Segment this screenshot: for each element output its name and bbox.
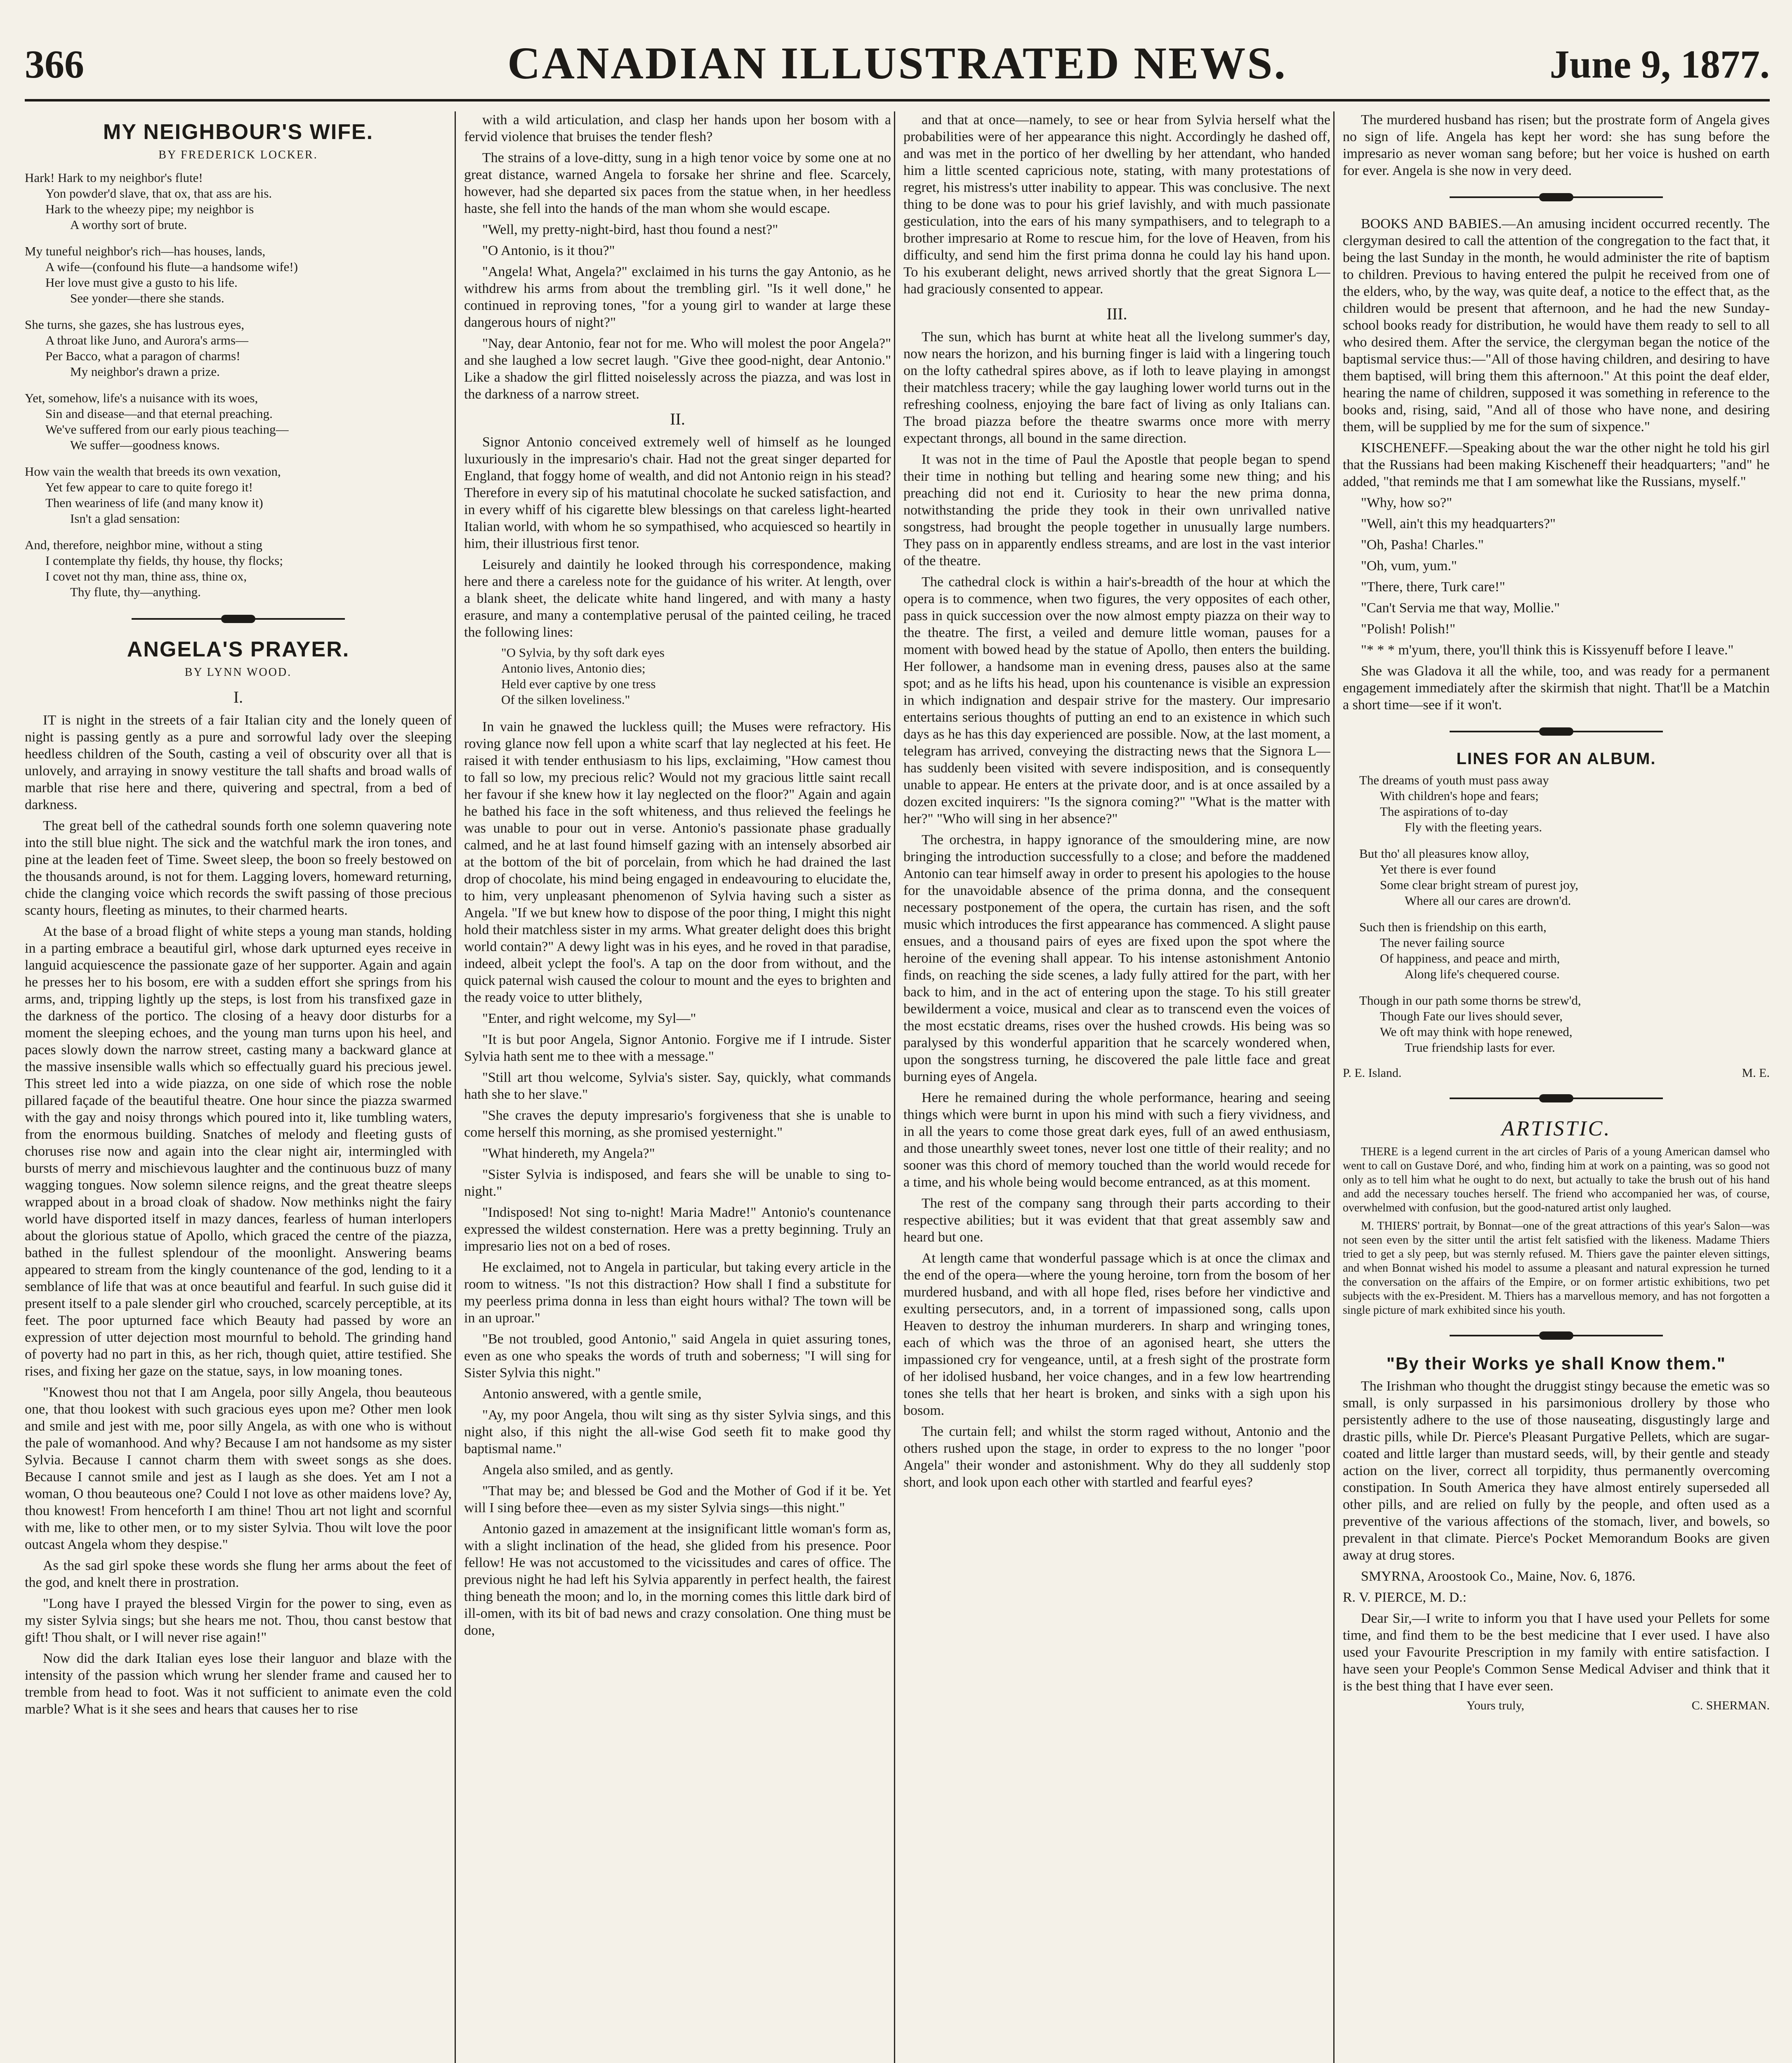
column-1: [25, 111, 452, 2063]
verse-line: She turns, she gazes, she has lustrous eyes,: [25, 317, 245, 332]
story-text: [903, 111, 1330, 297]
ornamental-divider: [1343, 189, 1770, 205]
paragraph: "Can't Servia me that way, Mollie.": [1361, 600, 1560, 616]
paragraph: Angela also smiled, and as gently.: [482, 1462, 674, 1478]
paragraph: The murdered husband has risen; but the prostrate form of Angela gives no sign of life. Angela has kept her word: she has sung before the impresario as never woman sang before; but her voice is hushed on earth for ever. Angela is she now in very deed.: [1343, 112, 1770, 178]
verse-line: A worthy sort of brute.: [70, 217, 187, 232]
paragraph: The strains of a love-ditty, sung in a high tenor voice by some one at no great distance, warned Angela to forsake her shrine and flee. Scarcely, however, had she departed six paces from the statue when, in her heedless haste, she fell into the hands of the man whom she would escape.: [464, 150, 891, 216]
paragraph: "Oh, vum, yum.": [1361, 558, 1457, 574]
paragraph: THERE is a legend current in the art circles of Paris of a young American damsel who went to call on Gustave Doré, and who, finding him at work on a painting, was so good not only as to tell him what he ought to do next, but actually to take the brush out of his hand and add the necessary touches herself. The friend who accompanied her was, of course, overwhelmed with confusion, but the good-natured artist only laughed.: [1343, 1145, 1770, 1214]
paragraph: "* * * m'yum, there, you'll think this is Kissyenuff before I leave.": [1361, 642, 1734, 658]
verse-line: See yonder—there she stands.: [70, 291, 224, 305]
verse-line: Her love must give a gusto to his life.: [45, 275, 238, 290]
paragraph: It was not in the time of Paul the Apostle that people began to spend their time in nothing but telling and hearing some new thing; and his preaching did not end it. Curiosity to hear the new prima donna, notwithstanding the pride they took in their own unrivalled native songstress, had brought the people together in unusually large numbers. They pass on in apparently endless streams, and are lost in the vast interior of the theatre.: [903, 452, 1330, 569]
paragraph: "Indisposed! Not sing to-night! Maria Madre!" Antonio's countenance expressed the wildest consternation. Here was a pretty beginning. Truly an impresario lies not on a bed of roses.: [464, 1205, 891, 1254]
stanza: [25, 170, 452, 233]
paragraph: The orchestra, in happy ignorance of the smouldering mine, are now bringing the introduction successfully to a close; and before the maddened Antonio can tear himself away in order to present his apologies to the house for the unavoidable absence of the prima donna, and the consequent necessary postponement of the opera, the curtain has risen, and the soft music which introduces the first appearance has commenced. A slight pause ensues, and a thousand pairs of eyes are fixed upon the spot where the heroine of the evening shall appear. To his intense astonishment Antonio finds, on reaching the side scenes, a lady fully attired for the part, with her back to him, and in the act of entering upon the stage. To his still greater bewilderment a voice, musical and clear as to transcend even the voices of the most ecstatic dreams, rises over the hushed crowds. His being was so paralysed by this wonderful apparition that he scarcely wondered when, upon the songstress turning, he discovered the pale little face and great burning eyes of Angela.: [903, 832, 1330, 1084]
paragraph: "Polish! Polish!": [1361, 621, 1455, 637]
paragraph: Antonio answered, with a gentle smile,: [482, 1386, 702, 1402]
paragraph: "She craves the deputy impresario's forgiveness that she is unable to come herself this morning, as she promised yesternight.": [464, 1108, 891, 1140]
story-title: ANGELA'S PRAYER.: [127, 637, 350, 661]
story-part-3: III.: [1106, 304, 1127, 323]
paragraph: "Be not troubled, good Antonio," said Angela in quiet assuring tones, even as one who speaks the words of truth and soberness; "I will sing for Sister Sylvia this night.": [464, 1331, 891, 1381]
advert-addressee: R. V. PIERCE, M. D.:: [1343, 1590, 1467, 1605]
kischeneff-item: [1343, 439, 1770, 713]
story-text: [464, 111, 891, 403]
poem-stanzas: [25, 170, 452, 600]
verse-line: Hark! Hark to my neighbor's flute!: [25, 170, 203, 185]
artistic-title: ARTISTIC.: [1501, 1117, 1611, 1140]
paragraph: "Nay, dear Antonio, fear not for me. Who will molest the poor Angela?" and she laughed a low secret laugh. "Give thee good-night, dear Antonio." Like a shadow the girl flitted noiselessly across the piazza, and was lost in the darkness of a narrow street.: [464, 336, 891, 402]
verse-line: Though in our path some thorns be strew'd,: [1359, 993, 1581, 1008]
poem-byline: BY FREDERICK LOCKER.: [158, 149, 318, 161]
story-part-2: II.: [670, 410, 685, 428]
paragraph: The cathedral clock is within a hair's-breadth of the hour at which the opera is to commence, when two figures, the very opposites of each other, pass in quick succession over the now almost empty piazza on their way to the theatre. The first, a veiled and demure little woman, pauses for a moment with bowed head by the statue of Apollo, then enters the building. Her follower, a handsome man in evening dress, pauses also at the same spot; and as he lifts his head, upon his countenance is visible an expression in which indignation and despair strive for the mastery. Our impresario entertains serious thoughts of putting an end to an existence in which such days as he has this day experienced are possible. Now, at the last moment, a telegram has arrived, conveying the distracting news that the Signora L— has suddenly been visited with severe indisposition, and is consequently unable to appear. He enters at the private door, and is at once assailed by a dozen excited inquirers: "Is the signora coming?" "What is the matter with her?" "Who will sing in her absence?": [903, 574, 1330, 826]
paragraph: "Ay, my poor Angela, thou wilt sing as thy sister Sylvia sings, and this night also, if this night the all-wise God seeth fit to make good thy baptismal name.": [464, 1407, 891, 1456]
stanza: [25, 390, 452, 453]
paragraph: Signor Antonio conceived extremely well of himself as he lounged luxuriously in the impresario's chair. Had not the great singer departed for England, that foggy home of wealth, and did not Antonio reign in his stead? Therefore in every sip of his matutinal chocolate he sucked satisfaction, and in every whiff of his cigarette blew blessings on that careless light-hearted Italian world, with whom he so sympathised, who acquiesced so heartily in him, their illustrious first tenor.: [464, 434, 891, 551]
verse-line: Sin and disease—and that eternal preaching.: [45, 406, 273, 421]
verse-line: We oft may think with hope renewed,: [1380, 1024, 1573, 1039]
antonio-verse: [464, 645, 891, 708]
paragraph: and that at once—namely, to see or hear from Sylvia herself what the probabilities were of her appearance this night. Accordingly he dashed off, and was met in the portico of her dwelling by her attendant, who handed him a little scented capricious note, stating, with many protestations of regret, his mistress's utter inability to appear. This was conclusive. The next thing to be done was to pour his grief lavishly, and with much passionate gesticulation, into the ears of his many sympathisers, and to telegraph to a brother impresario at Rome to rescue him, for the love of Heaven, from his difficulty, and send him the first prima donna he could lay his hand upon. To his exuberant delight, news arrived shortly that the great Signora L— had graciously consented to appear.: [903, 112, 1330, 297]
paragraph: with a wild articulation, and clasp her hands upon her bosom with a fervid violence that bruises the tender flesh?: [464, 112, 891, 144]
paragraph: The great bell of the cathedral sounds forth one solemn quavering note into the still blue night. The sick and the watchful mark the iron tones, and pine at the leaden feet of Time. Sweet sleep, the boon so freely bestowed on the thousands around, is not for them. Lagging lovers, homeward returning, chide the clanging voice which records the swift passing of those precious scanty hours, fleeting as minutes, to their charmed hearts.: [25, 818, 452, 918]
paragraph: The sun, which has burnt at white heat all the livelong summer's day, now nears the horizon, and his burning finger is laid with a lingering touch on the lofty cathedral spires above, as if loth to leave playing in amongst their matchless tracery; while the gay laughing lower world turns out in the refreshing coolness, enjoying the bare fact of living as only Italians can. The broad piazza before the theatre swarms once more with merry expectant throngs, all bound in the same direction.: [903, 329, 1330, 446]
poem-title: MY NEIGHBOUR'S WIFE.: [103, 120, 374, 144]
column-4: [1343, 111, 1770, 2063]
column-divider: [1333, 111, 1335, 2063]
paragraph: "Sister Sylvia is indisposed, and fears she will be unable to sing to-night.": [464, 1167, 891, 1199]
paragraph: "Why, how so?": [1361, 495, 1452, 510]
verse-line: The dreams of youth must pass away: [1359, 773, 1549, 787]
paragraph: Antonio gazed in amazement at the insignificant little woman's form as, with a slight inclination of the head, she glided from his presence. Poor fellow! He was not accustomed to the vicissitudes and cares of office. The previous night he had left his Sylvia apparently in perfect health, the fairest thing beneath the moon; and lo, in the morning comes this little dark bird of ill-omen, with its bit of bad news and crazy consolation. One thing must be done,: [464, 1521, 891, 1638]
paragraph: The rest of the company sang through their parts according to their respective abilities; but it was evident that that great assembly saw and heard but one.: [903, 1196, 1330, 1245]
verse-line: Fly with the fleeting years.: [1405, 820, 1542, 834]
verse-line: We suffer—goodness knows.: [70, 438, 220, 452]
paragraph: At length came that wonderful passage which is at once the climax and the end of the opera—where the young heroine, torn from the bosom of her murdered husband, and with all hope fled, rises before her vindictive and exulting persecutors, and, in a torrent of impassioned song, calls upon Heaven to destroy the inhuman murderers. In sharp and wringing tones, each of which was the throe of an agonised heart, she utters the impassioned cry for vengeance, until, at a fresh sight of the prostrate form of her idolised husband, her voice changes, and in a few low heartrending tones she tells that her heart is broken, and sinks with a sigh upon his bosom.: [903, 1251, 1330, 1418]
advert-dateline: SMYRNA, Aroostook Co., Maine, Nov. 6, 1876.: [1361, 1569, 1636, 1584]
paragraph: "What hindereth, my Angela?": [482, 1146, 655, 1161]
paragraph: The curtain fell; and whilst the storm raged without, Antonio and the others rushed upon the stage, in order to express to the no longer "poor Angela" their wonder and astonishment. Why do they all suddenly stop short, and look upon each other with startled and fearful eyes?: [903, 1424, 1330, 1490]
stanza: [25, 243, 452, 306]
verse-line: Of happiness, and peace and mirth,: [1380, 951, 1560, 965]
verse-line: Then weariness of life (and many know it): [45, 496, 263, 510]
verse-line: Where all our cares are drown'd.: [1405, 893, 1571, 908]
verse-line: I covet not thy man, thine ass, thine ox,: [45, 569, 247, 583]
paragraph: KISCHENEFF.—Speaking about the war the other night he told his girl that the Russians had been making Kischeneff their headquarters; "and" he added, "that reminds me that I am somewhat like the Russians, myself.": [1343, 440, 1770, 489]
paragraph: In vain he gnawed the luckless quill; the Muses were refractory. His roving glance now fell upon a white scarf that lay neglected at his feet. He raised it with tender enthusiasm to his lips, exclaiming, "How camest thou to fall so low, my precious relic? Would not my gracious little saint recall her favour if she knew how it lay neglected on the floor?" Again and again he bathed his face in the soft whiteness, and thus relieved the feelings he was unable to pour out in verse. Antonio's passionate phase gradually calmed, and he at last found himself gazing with an intensely absorbed air at the bottom of the bit of porcelain, from which he had drained the last drop of chocolate, his mind being engaged in endeavouring to elucidate the, to him, very unpleasant phenomenon of Sylvia having such a sister as Angela. "If we but knew how to dispose of the poor thing, I might this night hold their matchless sister in my arms. What greater delight does this bright world contain?" A dewy light was in his eyes, and he roved in that paradise, indeed, albeit yclept the fool's. A tap on the door from without, and the quick paternal wish caused the colour to mount and the eyes to brighten and the ready voice to utter blithely,: [464, 719, 891, 1005]
paragraph: As the sad girl spoke these words she flung her arms about the feet of the god, and knelt there in prostration.: [25, 1558, 452, 1590]
stanza: [1359, 846, 1770, 909]
verse-line: Per Bacco, what a paragon of charms!: [45, 349, 241, 363]
story-text: [464, 718, 891, 1639]
verse-line: A wife—(confound his flute—a handsome wife!): [45, 260, 298, 274]
stanza: [25, 464, 452, 526]
ornamental-divider: [1343, 1090, 1770, 1107]
verse-line: Isn't a glad sensation:: [70, 511, 180, 526]
paragraph: "Still art thou welcome, Sylvia's sister. Say, quickly, what commands hath she to her slave.": [464, 1070, 891, 1102]
advert-closing: Yours truly,: [1467, 1699, 1525, 1712]
paragraph: He exclaimed, not to Angela in particular, but taking every article in the room to witness. "Is not this distraction? How shall I find a substitute for my peerless prima donna in less than eight hours withal? The town will be in an uproar.": [464, 1260, 891, 1326]
advert-letter: Dear Sir,—I write to inform you that I have used your Pellets for some time, and find them to be the best medicine that I ever used. I have also used your Favourite Prescription in my family with entire satisfaction. I have seen your People's Common Sense Medical Adviser and think that it is the best thing that I have ever seen.: [1343, 1611, 1770, 1694]
verse-line: How vain the wealth that breeds its own vexation,: [25, 464, 281, 479]
column-2: [464, 111, 891, 2063]
verse-line: True friendship lasts for ever.: [1405, 1040, 1555, 1055]
advert-body: The Irishman who thought the druggist stingy because the emetic was so small, is only surpassed in his parsimonious drollery by those who persistently adhere to the use of those nauseating, disgustingly large and drastic pills, while Dr. Pierce's Pleasant Purgative Pellets, which are sugar-coated and little larger than mustard seeds, will, by their gentle and steady action on the liver, correct all torpidity, thus permanently overcoming constipation. In South America they have almost entirely superseded all other pills, and are relied on fully by the people, and often used as a preventive of the various affections of the stomach, liver, and bowels, so prevalent in that climate. Pierce's Pocket Memorandum Books are given away at drug stores.: [1343, 1378, 1770, 1563]
paragraph: "Well, ain't this my headquarters?": [1361, 516, 1556, 531]
verse-line: Some clear bright stream of purest joy,: [1380, 878, 1578, 892]
paragraph: She was Gladova it all the while, too, and was ready for a permanent engagement immediately after the skirmish that night. That'll be a Matchin a short time—see if it won't.: [1343, 663, 1770, 713]
page-number: 366: [25, 42, 84, 86]
paragraph: "Oh, Pasha! Charles.": [1361, 537, 1484, 552]
paragraph: "O Antonio, is it thou?": [482, 243, 615, 258]
album-stanzas: [1343, 772, 1770, 1055]
album-initials: M. E.: [1742, 1066, 1770, 1080]
column-divider: [455, 111, 456, 2063]
stanza: [1359, 772, 1770, 835]
verse-line: Hark to the wheezy pipe; my neighbor is: [45, 202, 254, 216]
masthead-rule: [25, 99, 1770, 101]
ornamental-divider: [1343, 723, 1770, 740]
verse-line: Held ever captive by one tress: [501, 677, 656, 691]
story-part-1: I.: [233, 688, 243, 706]
story-text: [1343, 111, 1770, 179]
paragraph: "It is but poor Angela, Signor Antonio. Forgive me if I intrude. Sister Sylvia hath sent me to thee with a message.": [464, 1032, 891, 1064]
verse-line: The never failing source: [1380, 935, 1505, 950]
verse-line: I contemplate thy fields, thy house, thy flocks;: [45, 553, 283, 568]
newspaper-title: CANADIAN ILLUSTRATED NEWS.: [507, 38, 1287, 88]
stanza: [1359, 993, 1770, 1055]
paragraph: Here he remained during the whole performance, hearing and seeing things which were burnt in upon his mind with such a fiery vividness, and in all the years to come those great dark eyes, full of an awed enthusiasm, and those unearthly sweet tones, never lost one tittle of their reality; and no sooner was this chord of memory touched than the world would recede for a time, and his whole being would become entranced, as at this moment.: [903, 1090, 1330, 1190]
ornamental-divider: [25, 611, 452, 627]
paragraph: Now did the dark Italian eyes lose their languor and blaze with the intensity of the passion which wrung her slender frame and caused her to tremble from head to foot. Was it not sufficient to animate even the cold marble? What is it she sees and hears that causes her to rise: [25, 1651, 452, 1717]
artistic-text: [1343, 1145, 1770, 1317]
ornamental-divider: [1343, 1327, 1770, 1344]
verse-line: Of the silken loveliness.": [501, 692, 630, 707]
verse-line: Though Fate our lives should sever,: [1380, 1009, 1563, 1023]
paragraph: "Enter, and right welcome, my Syl—": [482, 1011, 696, 1026]
stanza: [25, 537, 452, 600]
verse-line: With children's hope and fears;: [1380, 788, 1539, 803]
paragraph: "Well, my pretty-night-bird, hast thou found a nest?": [482, 222, 778, 237]
paragraph: "Angela! What, Angela?" exclaimed in his turns the gay Antonio, as he withdrew his arms from about the trembling girl. "Is it well done," he continued in reproving tones, "for a young girl to wander at large these dangerous hours of night?": [464, 264, 891, 330]
verse-line: Yet there is ever found: [1380, 862, 1496, 876]
verse-line: Such then is friendship on this earth,: [1359, 920, 1547, 934]
verse-line: Along life's chequered course.: [1405, 967, 1560, 981]
paragraph: "There, there, Turk care!": [1361, 579, 1505, 595]
verse-line: Antonio lives, Antonio dies;: [501, 661, 646, 675]
story-byline: BY LYNN WOOD.: [184, 666, 292, 679]
advert-title: "By their Works ye shall Know them.": [1386, 1354, 1726, 1373]
album-place: P. E. Island.: [1343, 1066, 1402, 1080]
story-text: [903, 328, 1330, 1491]
verse-line: But tho' all pleasures know alloy,: [1359, 846, 1529, 861]
advert-signature: C. SHERMAN.: [1691, 1699, 1770, 1712]
album-signature: [1343, 1066, 1770, 1080]
verse-line: My tuneful neighbor's rich—has houses, lands,: [25, 244, 266, 258]
verse-line: And, therefore, neighbor mine, without a sting: [25, 538, 262, 552]
verse-line: Yet, somehow, life's a nuisance with its woes,: [25, 391, 258, 405]
verse-line: The aspirations of to-day: [1380, 804, 1508, 819]
paragraph: "That may be; and blessed be God and the Mother of God if it be. Yet will I sing before thee—even as my sister Sylvia sings—this night.": [464, 1483, 891, 1515]
column-3: [903, 111, 1330, 2063]
verse-line: Thy flute, thy—anything.: [70, 585, 201, 599]
paragraph: M. THIERS' portrait, by Bonnat—one of the great attractions of this year's Salon—was not seen even by the sitter until the artist felt satisfied with the likeness. Madame Thiers tried to get a sly peep, but was sternly refused. M. Thiers gave the painter eleven sittings, and when Bonnat wished his model to assume a pleasant and natural expression he turned the conversation on the affairs of the Empire, or on former artistic exhibitions, two pet subjects with the ex-President. M. Thiers has a marvellous memory, and has not forgotten a single picture of mark exhibited since his youth.: [1343, 1220, 1770, 1317]
story-text: [25, 712, 452, 1718]
verse-line: "O Sylvia, by thy soft dark eyes: [501, 645, 665, 660]
verse-line: A throat like Juno, and Aurora's arms—: [45, 333, 249, 347]
paragraph: Leisurely and daintily he looked through his correspondence, making here and there a careless note for the guidance of his writer. At length, over a blank sheet, the delicate white hand lingered, and with many a hasty erasure, and many a contemplative perusal of the painted ceiling, he traced the following lines:: [464, 557, 891, 640]
verse-line: We've suffered from our early pious teaching—: [45, 422, 289, 437]
stanza: [1359, 919, 1770, 982]
stanza: [25, 317, 452, 380]
story-text: [464, 434, 891, 641]
paragraph: At the base of a broad flight of white steps a young man stands, holding in a parting embrace a beautiful girl, whose dark upturned eyes receive in languid acquiescence the passionate gaze of her supporter. Again and again he presses her to his bosom, ere with a sudden effort she springs from his arms, and, tripping lightly up the steps, is lost from his transfixed gaze in the darkness of the portico. The closing of a heavy door disturbs for a moment the sleeping echoes, and the young man turns upon his heel, and paces slowly down the narrow street, casting many a backward glance at the massive insensible walls which so effectually guard his precious jewel. This street led into a wide piazza, on one side of which rose the noble pillared façade of the beautiful theatre. One hour since the piazza swarmed with the gay and noisy throngs which poured into it, like tumbling waters, from the enormous building. Snatches of melody and fleeting gusts of choruses rise now and again into the clear night air, intermingled with bursts of merry and mischievous laughter and the continuous buzz of many wagging tongues. Now solemn silence reigns, and the great theatre sleeps wrapped about in a broad cloak of shadow. Now methinks night the fairy world have disported itself in mazy dances, fearless of human interlopers about the glorious statue of Apollo, which graced the centre of the piazza, bathed in the fullest splendour of the moonlight. Answering beams appeared to stream from the kingly countenance of the god, lending to it a semblance of life that was at once beautiful and fearful. In such guise did it present itself to a pale slender girl who crouched, scarcely perceptible, at its feet. The poor upturned face which Beauty had passed by wore an expression of utter dejection most mournful to behold. The grinding hand of poverty had no part in this, as her rich, though quiet, attire testified. She rises, and fixing her gaze on the statue, says, in low moaning tones.: [25, 924, 452, 1379]
album-title: LINES FOR AN ALBUM.: [1456, 750, 1656, 768]
paragraph: "Knowest thou not that I am Angela, poor silly Angela, thou beauteous one, that thou lookest with such gracious eyes upon me? Other men look and smile and jest with me, poor silly Angela, as with one who is without the pale of womanhood. And why? Because I am not handsome as my sister Sylvia. Because I cannot charm them with sweet songs as she does. Because I cannot smile and jest as I laugh as she does. Yet am I not a woman, O thou beauteous one? Could I not love as other maidens love? Ay, thou knowest! From henceforth I am thine! Thou art not light and scornful with me, like to other men, or to my sister Sylvia. Thou wilt love the poor outcast Angela whom they despise.": [25, 1385, 452, 1552]
column-divider: [894, 111, 895, 2063]
verse-line: Yet few appear to care to quite forego it!: [45, 480, 253, 494]
paragraph: BOOKS AND BABIES.—An amusing incident occurred recently. The clergyman desired to call the attention of the congregation to the fact that, it being the last Sunday in the month, he would administer the rite of baptism to children. Previous to having entered the pulpit he received from one of the elders, who, by the way, was quite deaf, a notice to the effect that, as the children would be present that afternoon, and he had the new Sunday-school books ready for distribution, he would have them ready to sell to all who desired them. After the service, the clergyman began the notice of the baptismal service thus:—"All of those having children, and desiring to have them baptised, will bring them this afternoon." At this point the deaf elder, hearing the name of children, supposed it was something in reference to the books and, rising, said, "And all of those who have none, and desiring them, will be supplied by me for the sum of sixpence.": [1343, 216, 1770, 434]
books-and-babies: [1343, 215, 1770, 435]
masthead: [25, 29, 1770, 91]
verse-line: My neighbor's drawn a prize.: [70, 364, 220, 379]
paragraph: "Long have I prayed the blessed Virgin for the power to sing, even as my sister Sylvia sings; but she hears me not. Thou, thou canst bestow that gift! Thou shalt, or I will never rise again!": [25, 1596, 452, 1645]
paragraph: IT is night in the streets of a fair Italian city and the lonely queen of night is passing gently as a pure and sorrowful lady over the sleeping heedless children of the South, casting a veil of obscurity over all that is unlovely, and arraying in snowy vestiture the tall shafts and broad walls of marble that rise here and there, quivering and spectral, from a bed of darkness.: [25, 713, 452, 812]
verse-line: Yon powder'd slave, that ox, that ass are his.: [45, 186, 272, 201]
issue-date: June 9, 1877.: [1549, 42, 1770, 86]
advert-signoff: [1343, 1699, 1770, 1713]
